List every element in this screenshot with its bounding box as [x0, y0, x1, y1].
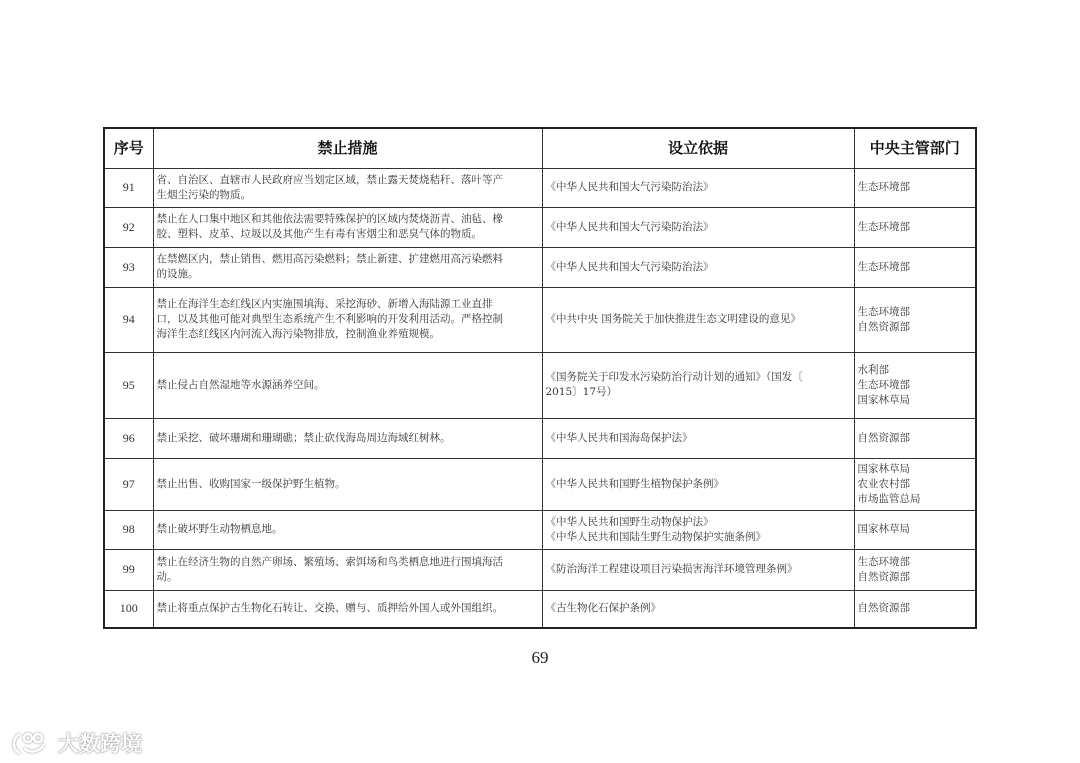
header-number: 序号 [104, 128, 153, 168]
table-header-row [104, 128, 976, 168]
row-number: 94 [104, 287, 153, 352]
row-number: 91 [104, 168, 153, 207]
row-department: 生态环境部 自然资源部 [854, 549, 976, 590]
table-row [104, 352, 976, 418]
table-row [104, 549, 976, 590]
row-department: 国家林草局 [854, 510, 976, 549]
table-row [104, 287, 976, 352]
row-department: 水利部 生态环境部 国家林草局 [854, 352, 976, 418]
table-row [104, 418, 976, 458]
table-row [104, 168, 976, 207]
row-department: 国家林草局 农业农村部 市场监管总局 [854, 458, 976, 510]
table-row [104, 458, 976, 510]
table-row [104, 247, 976, 287]
watermark-logo-icon [10, 730, 54, 756]
row-number: 93 [104, 247, 153, 287]
row-department: 生态环境部 [854, 247, 976, 287]
row-measure: 禁止侵占自然湿地等水源涵养空间。 [153, 352, 542, 418]
watermark-text: 大数跨境 [58, 732, 142, 756]
prohibition-table [103, 127, 977, 629]
table-row [104, 207, 976, 247]
row-basis: 《古生物化石保护条例》 [542, 590, 854, 628]
row-department: 自然资源部 [854, 418, 976, 458]
row-basis: 《中华人民共和国野生动物保护法》 《中华人民共和国陆生野生动物保护实施条例》 [542, 510, 854, 549]
row-number: 100 [104, 590, 153, 628]
row-basis: 《中华人民共和国海岛保护法》 [542, 418, 854, 458]
row-number: 95 [104, 352, 153, 418]
row-measure: 禁止在人口集中地区和其他依法需要特殊保护的区域内焚烧沥青、油毡、橡 胶、塑料、皮革、垃圾以及其他产生有毒有害烟尘和恶臭气体的物质。 [153, 207, 542, 247]
row-number: 97 [104, 458, 153, 510]
row-basis: 《防治海洋工程建设项目污染损害海洋环境管理条例》 [542, 549, 854, 590]
header-department: 中央主管部门 [854, 128, 976, 168]
row-basis: 《中华人民共和国大气污染防治法》 [542, 207, 854, 247]
row-measure: 禁止采挖、破坏珊瑚和珊瑚礁；禁止砍伐海岛周边海域红树林。 [153, 418, 542, 458]
row-basis: 《中华人民共和国大气污染防治法》 [542, 168, 854, 207]
row-measure: 禁止在经济生物的自然产卵场、繁殖场、索饵场和鸟类栖息地进行围填海活 动。 [153, 549, 542, 590]
row-measure: 禁止破坏野生动物栖息地。 [153, 510, 542, 549]
row-measure: 禁止在海洋生态红线区内实施围填海、采挖海砂、新增入海陆源工业直排 口，以及其他可能对典型生态系统产生不利影响的开发利用活动。严格控制 海洋生态红线区内河流入海污染物排放，控制渔业养殖规模。 [153, 287, 542, 352]
row-department: 自然资源部 [854, 590, 976, 628]
row-basis: 《中华人民共和国大气污染防治法》 [542, 247, 854, 287]
row-number: 92 [104, 207, 153, 247]
row-department: 生态环境部 [854, 207, 976, 247]
row-basis: 《中华人民共和国野生植物保护条例》 [542, 458, 854, 510]
row-measure: 省、自治区、直辖市人民政府应当划定区域，禁止露天焚烧秸秆、落叶等产 生烟尘污染的物质。 [153, 168, 542, 207]
row-department: 生态环境部 自然资源部 [854, 287, 976, 352]
row-measure: 禁止出售、收购国家一级保护野生植物。 [153, 458, 542, 510]
row-measure: 禁止将重点保护古生物化石转让、交换、赠与、质押给外国人或外国组织。 [153, 590, 542, 628]
row-measure: 在禁燃区内，禁止销售、燃用高污染燃料；禁止新建、扩建燃用高污染燃料 的设施。 [153, 247, 542, 287]
page-number: 69 [531, 648, 549, 667]
row-number: 98 [104, 510, 153, 549]
row-number: 99 [104, 549, 153, 590]
table-row [104, 590, 976, 628]
row-basis: 《国务院关于印发水污染防治行动计划的通知》（国发〔 2015〕17号） [542, 352, 854, 418]
row-basis: 《中共中央 国务院关于加快推进生态文明建设的意见》 [542, 287, 854, 352]
row-department: 生态环境部 [854, 168, 976, 207]
watermark [10, 728, 142, 758]
row-number: 96 [104, 418, 153, 458]
table-row [104, 510, 976, 549]
header-measure: 禁止措施 [153, 128, 542, 168]
header-basis: 设立依据 [542, 128, 854, 168]
